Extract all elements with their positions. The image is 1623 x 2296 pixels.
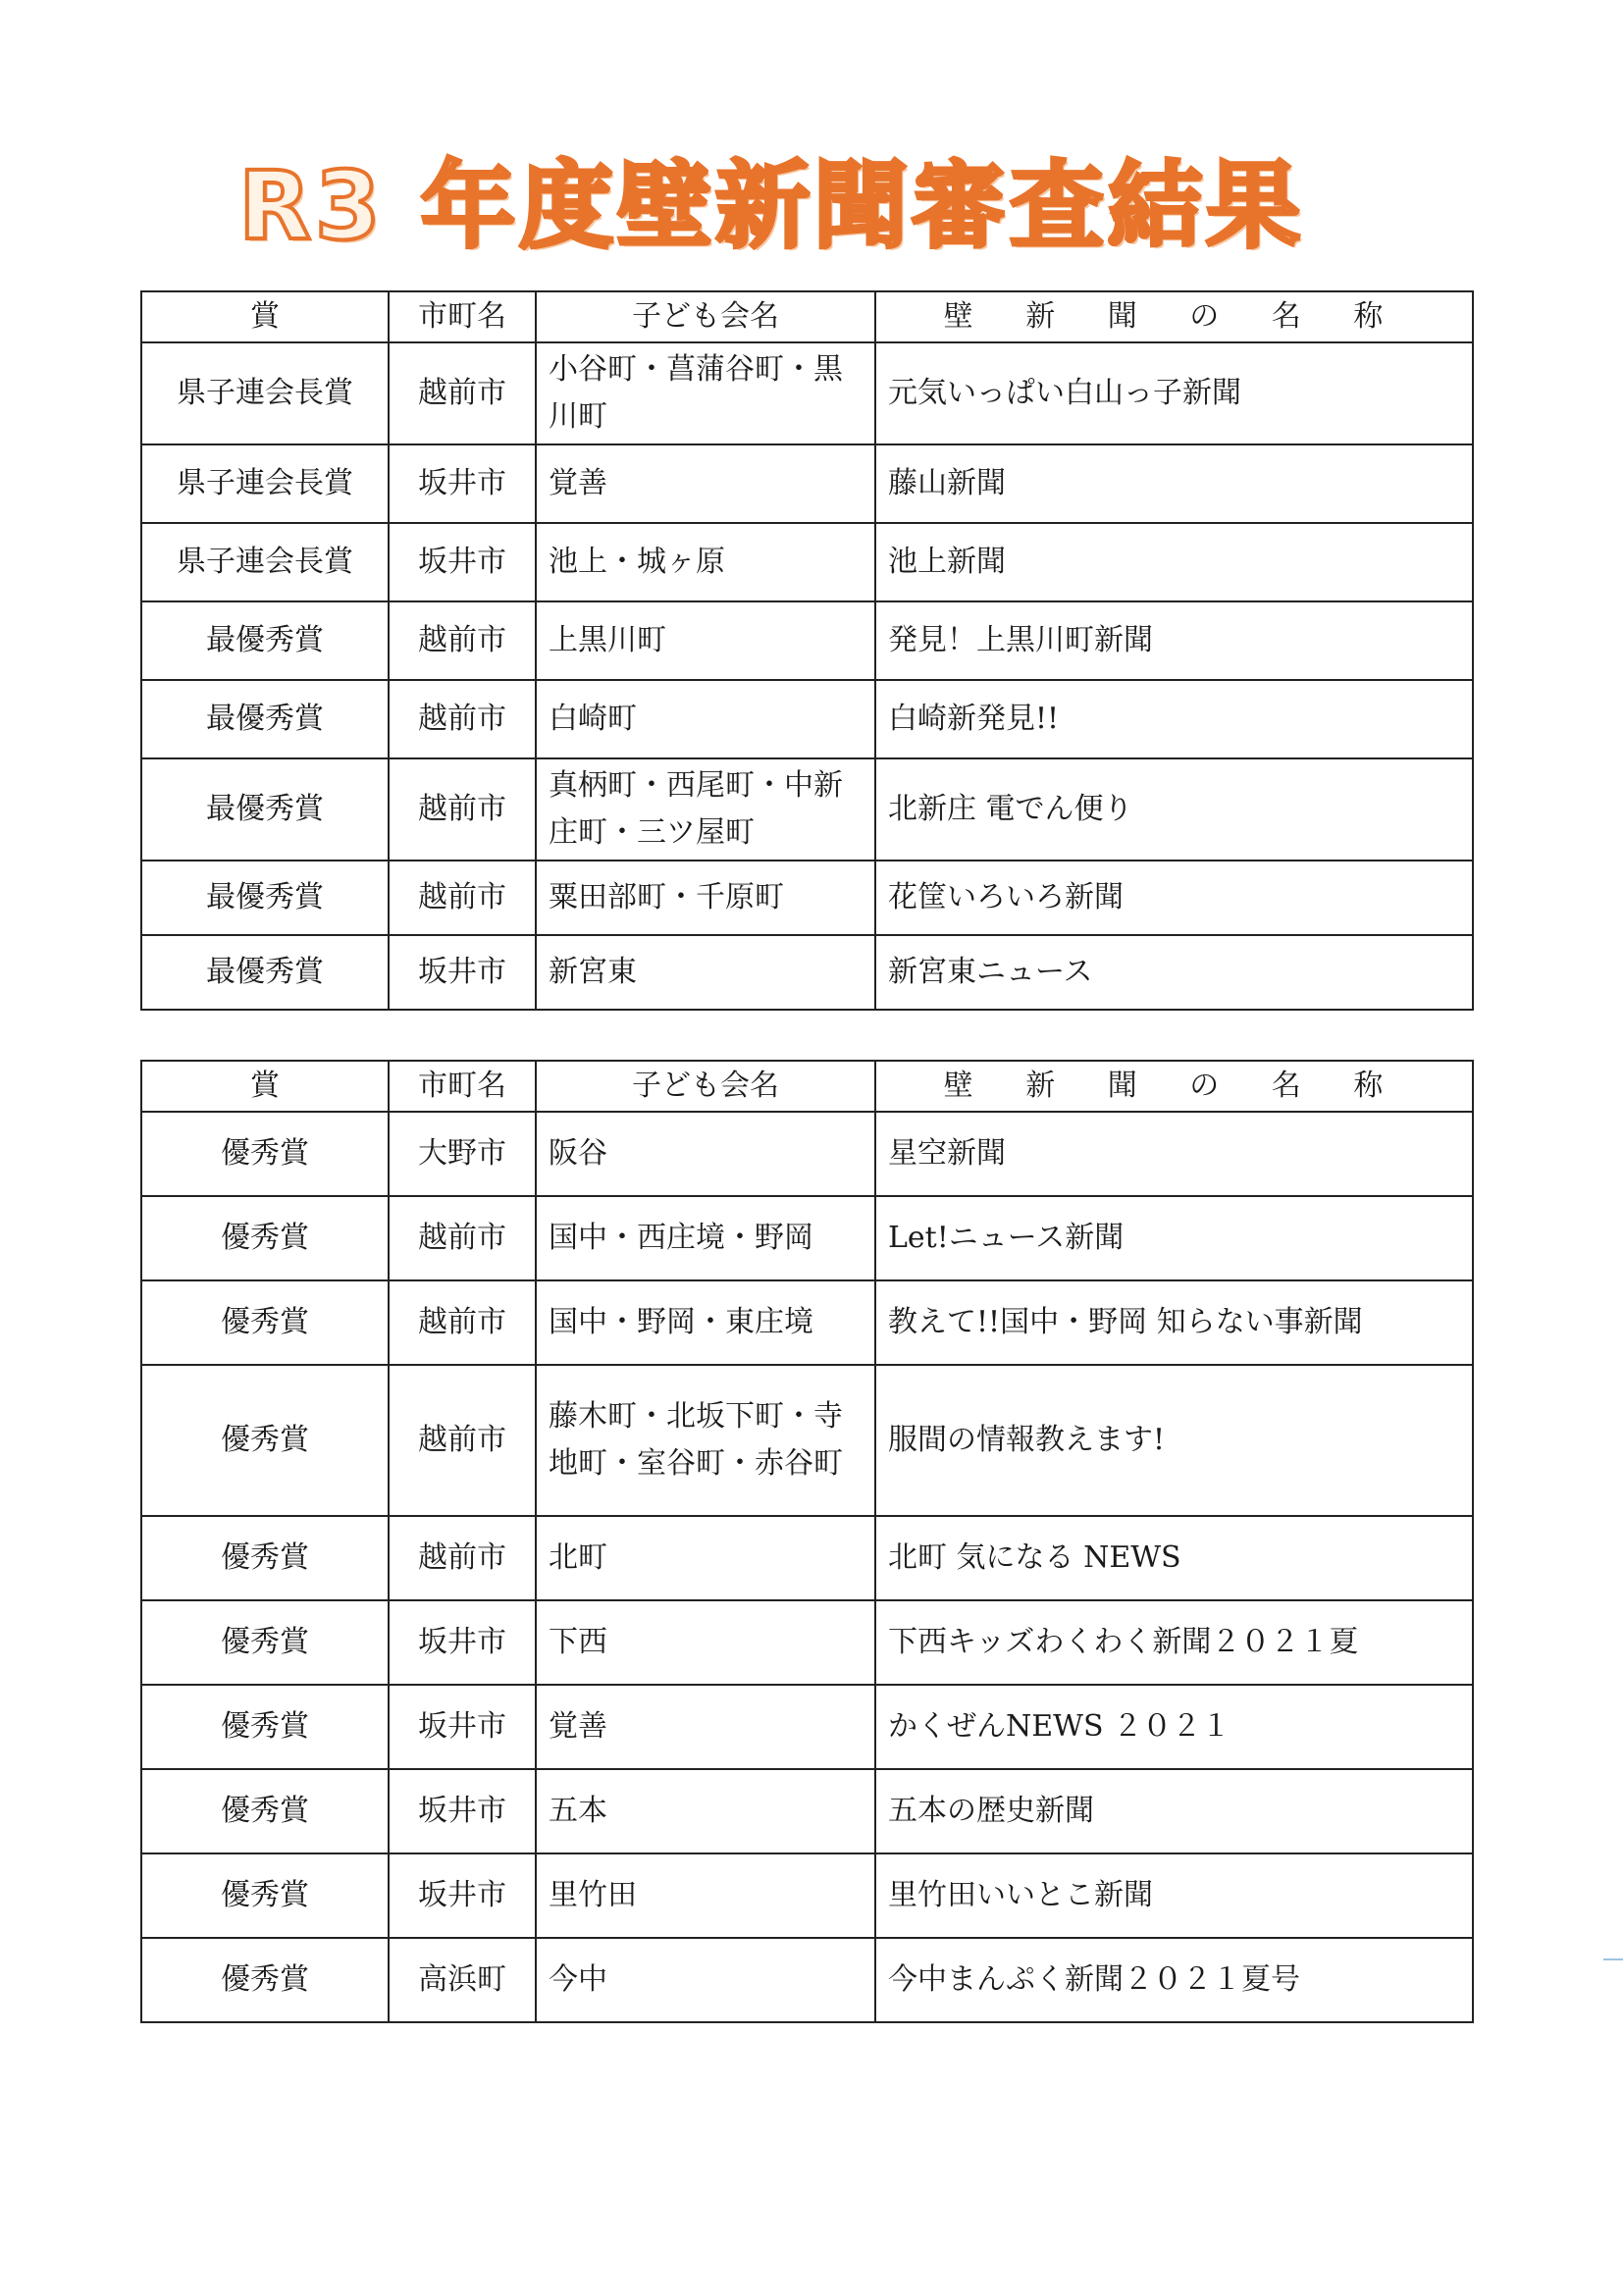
paper-name-cell: 里竹田いいとこ新聞: [875, 1853, 1473, 1938]
scan-edge-mark: [1603, 1958, 1623, 1960]
header-award: 賞: [141, 1061, 389, 1112]
table-row: [141, 1769, 1473, 1853]
city-cell: 坂井市: [389, 1853, 536, 1938]
award-cell: 優秀賞: [141, 1685, 389, 1769]
paper-name-cell: 白崎新発見!!: [875, 680, 1473, 758]
group-cell: 藤木町・北坂下町・寺地町・室谷町・赤谷町: [536, 1365, 875, 1516]
header-award: 賞: [141, 291, 389, 342]
paper-name-cell: 元気いっぱい白山っ子新聞: [875, 342, 1473, 444]
table-row: [141, 1112, 1473, 1196]
award-cell: 優秀賞: [141, 1938, 389, 2022]
city-cell: 越前市: [389, 1516, 536, 1600]
paper-name-cell: 池上新聞: [875, 523, 1473, 601]
group-cell: 里竹田: [536, 1853, 875, 1938]
award-cell: 優秀賞: [141, 1769, 389, 1853]
table-row: [141, 680, 1473, 758]
award-cell: 優秀賞: [141, 1365, 389, 1516]
city-cell: 越前市: [389, 758, 536, 861]
award-cell: 県子連会長賞: [141, 444, 389, 523]
group-cell: 池上・城ヶ原: [536, 523, 875, 601]
table-row: [141, 523, 1473, 601]
paper-name-cell: 北新庄 電でん便り: [875, 758, 1473, 861]
table-row: [141, 1516, 1473, 1600]
paper-name-cell: 花筐いろいろ新聞: [875, 861, 1473, 935]
group-cell: 今中: [536, 1938, 875, 2022]
paper-name-cell: 新宮東ニュース: [875, 935, 1473, 1010]
paper-name-cell: 今中まんぷく新聞２０２１夏号: [875, 1938, 1473, 2022]
city-cell: 坂井市: [389, 1600, 536, 1685]
group-cell: 上黒川町: [536, 601, 875, 680]
page-title: R3 年度壁新聞審査結果: [238, 151, 1305, 261]
table-header-row: [141, 1061, 1473, 1112]
award-cell: 県子連会長賞: [141, 342, 389, 444]
group-cell: 下西: [536, 1600, 875, 1685]
group-cell: 真柄町・西尾町・中新庄町・三ツ屋町: [536, 758, 875, 861]
table-row: [141, 758, 1473, 861]
table-row: [141, 1280, 1473, 1365]
table-row: [141, 1196, 1473, 1280]
table-row: [141, 342, 1473, 444]
award-cell: 最優秀賞: [141, 861, 389, 935]
city-cell: 坂井市: [389, 935, 536, 1010]
city-cell: 越前市: [389, 1280, 536, 1365]
city-cell: 越前市: [389, 861, 536, 935]
table-row: [141, 1853, 1473, 1938]
award-cell: 優秀賞: [141, 1112, 389, 1196]
city-cell: 高浜町: [389, 1938, 536, 2022]
table-row: [141, 444, 1473, 523]
paper-name-cell: 教えて!!国中・野岡 知らない事新聞: [875, 1280, 1473, 1365]
award-cell: 優秀賞: [141, 1280, 389, 1365]
award-cell: 最優秀賞: [141, 680, 389, 758]
paper-name-cell: 服間の情報教えます!: [875, 1365, 1473, 1516]
city-cell: 越前市: [389, 1196, 536, 1280]
table-row: [141, 1600, 1473, 1685]
table-row: [141, 1685, 1473, 1769]
award-table-bottom: [140, 1060, 1474, 2023]
paper-name-cell: 発見！上黒川町新聞: [875, 601, 1473, 680]
group-cell: 五本: [536, 1769, 875, 1853]
city-cell: 坂井市: [389, 523, 536, 601]
award-cell: 優秀賞: [141, 1600, 389, 1685]
group-cell: 覚善: [536, 444, 875, 523]
group-cell: 小谷町・菖蒲谷町・黒川町: [536, 342, 875, 444]
table-header-row: [141, 291, 1473, 342]
header-city: 市町名: [389, 291, 536, 342]
city-cell: 坂井市: [389, 1769, 536, 1853]
header-paper-name: 壁 新 聞 の 名 称: [875, 291, 1473, 342]
city-cell: 越前市: [389, 680, 536, 758]
award-cell: 県子連会長賞: [141, 523, 389, 601]
award-cell: 優秀賞: [141, 1853, 389, 1938]
group-cell: 国中・野岡・東庄境: [536, 1280, 875, 1365]
paper-name-cell: 藤山新聞: [875, 444, 1473, 523]
header-paper-name: 壁 新 聞 の 名 称: [875, 1061, 1473, 1112]
header-city: 市町名: [389, 1061, 536, 1112]
table-row: [141, 601, 1473, 680]
header-group: 子ども会名: [536, 291, 875, 342]
award-cell: 最優秀賞: [141, 601, 389, 680]
group-cell: 粟田部町・千原町: [536, 861, 875, 935]
city-cell: 坂井市: [389, 1685, 536, 1769]
table-row: [141, 935, 1473, 1010]
award-table-top: [140, 290, 1474, 1011]
award-cell: 優秀賞: [141, 1516, 389, 1600]
paper-name-cell: 北町 気になる NEWS: [875, 1516, 1473, 1600]
city-cell: 越前市: [389, 601, 536, 680]
group-cell: 白崎町: [536, 680, 875, 758]
group-cell: 北町: [536, 1516, 875, 1600]
paper-name-cell: 星空新聞: [875, 1112, 1473, 1196]
group-cell: 国中・西庄境・野岡: [536, 1196, 875, 1280]
city-cell: 越前市: [389, 1365, 536, 1516]
group-cell: 阪谷: [536, 1112, 875, 1196]
award-cell: 最優秀賞: [141, 758, 389, 861]
table-row: [141, 1938, 1473, 2022]
city-cell: 大野市: [389, 1112, 536, 1196]
table-row: [141, 861, 1473, 935]
award-cell: 優秀賞: [141, 1196, 389, 1280]
paper-name-cell: Let!ニュース新聞: [875, 1196, 1473, 1280]
paper-name-cell: かくぜんNEWS ２０２１: [875, 1685, 1473, 1769]
group-cell: 新宮東: [536, 935, 875, 1010]
table-row: [141, 1365, 1473, 1516]
city-cell: 越前市: [389, 342, 536, 444]
paper-name-cell: 五本の歴史新聞: [875, 1769, 1473, 1853]
header-group: 子ども会名: [536, 1061, 875, 1112]
paper-name-cell: 下西キッズわくわく新聞２０２１夏: [875, 1600, 1473, 1685]
group-cell: 覚善: [536, 1685, 875, 1769]
city-cell: 坂井市: [389, 444, 536, 523]
award-cell: 最優秀賞: [141, 935, 389, 1010]
